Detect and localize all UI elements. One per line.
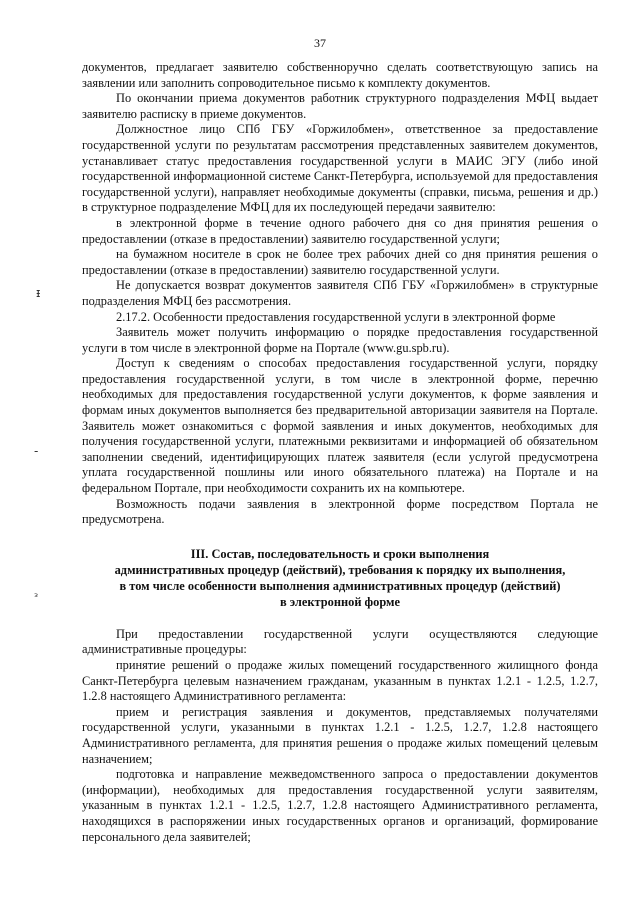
list-item: подготовка и направление межведомственного запроса о предоставлении документов (информации), необходимых для предоставления государственной услуги заявителям, указанным в пунктах 1.2.1 - 1.2.5, 1.2.7, 1.2.8 настоящего Административного регламента, находящихся в распоряжении иных государственных органов и организаций, формирование персонального дела заявителей;	[82, 767, 598, 844]
section-heading	[82, 546, 598, 610]
page-number: 37	[314, 36, 326, 50]
section-heading-line: административных процедур (действий), требования к порядку их выполнения,	[114, 562, 566, 577]
paragraph: на бумажном носителе в срок не более трех рабочих дней со дня принятия решения о предоставлении (отказе в предоставлении) заявителю государственной услуги.	[82, 247, 598, 277]
section-heading-line: в электронной форме	[280, 594, 400, 609]
section-heading-line: III. Состав, последовательность и сроки выполнения	[190, 546, 490, 561]
paragraph: документов, предлагает заявителю собственноручно сделать соответствующую запись на заявлении или заполнить сопроводительное письмо к комплекту документов.	[82, 60, 598, 90]
paragraph: Должностное лицо СПб ГБУ «Горжилобмен», ответственное за предоставление государственной услуги по результатам рассмотрения представленных заявителем документов, устанавливает статус предоставления государственной услуги в МАИС ЭГУ (либо иной государственной информационной системе Санкт-Петербурга, используемой для предоставления государственной услуги), направляет необходимые документы (справки, письма, решения и др.) в структурное подразделение МФЦ для их последующей передачи заявителю:	[82, 122, 598, 215]
subsection-title: 2.17.2. Особенности предоставления государственной услуги в электронной форме	[116, 309, 556, 324]
margin-mark: ᵻ	[36, 286, 41, 300]
margin-mark: ᵌ	[34, 590, 39, 604]
paragraph: в электронной форме в течение одного рабочего дня со дня принятия решения о предоставлении (отказе в предоставлении) заявителю государственной услуги;	[82, 215, 598, 246]
paragraph: Возможность подачи заявления в электронной форме посредством Портала не предусмотрена.	[82, 496, 598, 527]
paragraph: Не допускается возврат документов заявителя СПб ГБУ «Горжилобмен» в структурные подразделения МФЦ без рассмотрения.	[82, 278, 598, 308]
margin-mark: ‑	[34, 444, 39, 458]
paragraph: По окончании приема документов работник структурного подразделения МФЦ выдает заявителю расписку в приеме документов.	[82, 91, 598, 121]
list-item: принятие решений о продаже жилых помещений государственного жилищного фонда Санкт-Петербурга целевым назначением гражданам, указанным в пунктах 1.2.1 - 1.2.5, 1.2.7, 1.2.8 настоящего Административного регламента:	[82, 658, 598, 704]
paragraph: При предоставлении государственной услуги осуществляются следующие административные процедуры:	[82, 626, 598, 657]
paragraph: Доступ к сведениям о способах предоставления государственной услуги, порядку предоставления государственной услуги, в том числе в электронной форме, перечню необходимых для предоставления государственной услуги документов, к форме заявления и формам иных документов выполняется без предварительной авторизации заявителя на Портале. Заявитель может ознакомиться с формой заявления и иных документов, необходимых для получения государственной услуги, платежными реквизитами и информацией об обязательном заполнении сведений, идентифицирующих платеж заявителя (если услугой предусмотрена уплата государственной пошлины или иного обязательного платежа) на Портале и на федеральном Портале, при необходимости сохранить их на компьютере.	[82, 356, 598, 496]
paragraph: Заявитель может получить информацию о порядке предоставления государственной услуги в том числе в электронной форме на Портале (www.gu.spb.ru).	[82, 325, 598, 355]
list-item: прием и регистрация заявления и документов, представляемых получателями государственной услуги, указанными в пунктах 1.2.1 - 1.2.5, 1.2.7, 1.2.8 настоящего Административного регламента, для принятия решения о продаже жилых помещений целевым назначением;	[82, 704, 598, 766]
document-body	[82, 60, 598, 845]
section-heading-line: в том числе особенности выполнения административных процедур (действий)	[119, 578, 561, 593]
